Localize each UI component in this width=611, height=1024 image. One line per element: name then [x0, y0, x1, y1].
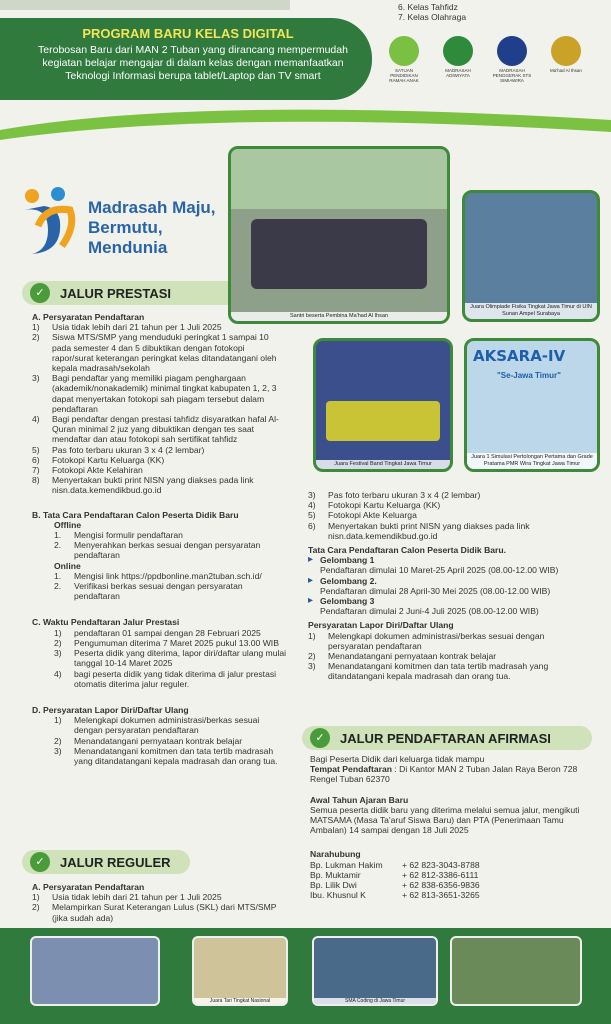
list-item: 3) Bagi pendaftar yang memiliki piagam penghargaan (akademik/nonakademik) minimal tingkat kabupaten 1, 2, 3 dapat menyertakan fotokopi sah piagam tersebut dalam pendaftaran: [32, 373, 277, 414]
subheading: Narahubung: [310, 849, 361, 860]
photo-olimpiade: [462, 190, 600, 322]
photo-caption: Santri beserta Pembina Ma'had Al Ihsan: [231, 312, 447, 321]
list-item: 1) pendaftaran 01 sampai dengan 28 Februari 2025: [54, 627, 261, 638]
afirmasi-content: [310, 754, 580, 900]
list-item: 7) Fotokopi Akte Kelahiran: [32, 465, 143, 476]
offline-steps: [32, 530, 288, 561]
program-item: 7. Kelas Olahraga: [398, 12, 467, 22]
subheading: B. Tata Cara Pendaftaran Calon Peserta Didik Baru: [32, 509, 239, 520]
schedule-list: [32, 628, 288, 689]
top-strip: [0, 0, 290, 10]
list-item: 1) Melengkapi dokumen administrasi/berkas sesuai dengan persyaratan pendaftaran: [54, 715, 260, 736]
bottom-photo: SMA Coding di Jawa Timur: [312, 936, 438, 1006]
subheading: D. Persyaratan Lapor Diri/Daftar Ulang: [32, 704, 189, 715]
list-item: 2) Menandatangani pernyataan kontrak belajar: [54, 735, 243, 746]
photo-caption: Juara Festival Band Tingkat Jawa Timur: [316, 460, 450, 469]
requirements-list: [308, 490, 583, 541]
list-item: 6) Fotokopi Kartu Keluarga (KK): [32, 454, 165, 465]
logo-icon: [497, 36, 527, 66]
list-item: 4) Fotokopi Kartu Keluarga (KK): [308, 500, 441, 511]
brand-tagline: Madrasah Maju, Bermutu, Mendunia: [88, 198, 216, 257]
reguler-continued: [308, 490, 583, 682]
arrow-icon: ▸: [308, 595, 314, 607]
awal-description: Semua peserta didik baru yang diterima melalui semua jalur, mengikuti MATSAMA (Masa Ta'aruf Siswa Baru) dan PTA (Penerimaan Tamu Ambalan) 14 sampai dengan 18 Juli 2025: [310, 804, 580, 836]
bottom-photo-strip: [0, 928, 611, 1024]
subheading: Offline: [54, 519, 82, 530]
contact-row: Bp. Muktamir + 62 812-3386-6111: [310, 869, 479, 880]
logo-adiwiyata: MADRASAH ADIWIYATA: [436, 36, 480, 88]
contact-row: Bp. Lukman Hakim + 62 823-3043-8788: [310, 859, 480, 870]
section-jalur-afirmasi: [302, 726, 592, 750]
check-icon: ✓: [30, 852, 50, 872]
requirements-list: [32, 322, 288, 495]
list-item: 2) Pengumuman diterima 7 Maret 2025 pukul 13.00 WIB: [54, 637, 279, 648]
list-item: 8) Menyertakan bukti print NISN yang diakses pada link nisn.data.kemendikbud.go.id: [32, 475, 254, 496]
list-item: 3) Pas foto terbaru ukuran 3 x 4 (2 lembar): [308, 490, 481, 500]
arrow-icon: ▸: [308, 574, 314, 586]
subheading: C. Waktu Pendaftaran Jalur Prestasi: [32, 617, 180, 628]
madrasah-emblem-icon: [18, 186, 82, 258]
contact-row: Ibu. Khusnul K + 62 813-3651-3265: [310, 890, 480, 901]
photo-caption: Juara 1 Simulasi Pertolongan Pertama dan Grade Pratama PMR Wira Tingkat Jawa Timur: [467, 453, 597, 469]
bottom-photo: [30, 936, 160, 1006]
bottom-photo: [450, 936, 582, 1006]
list-item: 3) Peserta didik yang diterima, lapor diri/daftar ulang mulai tanggal 10-14 Maret 2025: [54, 648, 287, 669]
list-item: 1) Usia tidak lebih dari 21 tahun per 1 Juli 2025: [32, 892, 222, 903]
photo-santri: [228, 146, 450, 324]
subheading: Online: [54, 560, 81, 571]
list-item: 2) Siswa MTS/SMP yang menduduki peringkat 1 sampai 10 pada semester 4 dan 5 dibuktikan dengan fotokopi rapor/surat keterangan peringkat kelas ditandatangani oleh kepala madrasah/sekolah: [32, 332, 277, 374]
reguler-content: [32, 880, 288, 923]
reregistration-list: [32, 715, 288, 766]
photo-pmr: AKSARA-IV "Se-Jawa Timur" Juara 1 Simulasi Pertolongan Pertama dan Grade Pratama PMR Wira Tingkat Jawa Timur: [464, 338, 600, 472]
list-item: 1) Usia tidak lebih dari 21 tahun per 1 Juli 2025: [32, 322, 222, 333]
logo-ramah-anak: SATUAN PENDIDIKAN RAMAH ANAK: [382, 36, 426, 88]
online-steps: [32, 571, 288, 602]
logo-icon: [551, 36, 581, 66]
list-item: 2. Menyerahkan berkas sesuai dengan persyaratan pendaftaran: [54, 540, 261, 561]
logo-icon: [389, 36, 419, 66]
contact-row: Bp. Lilik Dwi + 62 838-6356-9836: [310, 880, 480, 891]
banner-title: PROGRAM BARU KELAS DIGITAL: [82, 26, 294, 41]
list-item: 4) Bagi pendaftar dengan prestasi tahfidz disyaratkan hafal Al-Quran minimal 2 juz yang dibuktikan dengan tes saat mendaftar dan atau fotokopi sah sertifikat tahfidz: [32, 414, 279, 445]
list-item: 6) Menyertakan bukti print NISN yang diakses pada link nisn.data.kemendikbud.go.id: [308, 520, 530, 541]
bottom-photo: Juara Tari Tingkat Nasional: [192, 936, 288, 1006]
arrow-icon: ▸: [308, 554, 314, 566]
list-item: 5) Fotokopi Akte Keluarga: [308, 510, 417, 521]
program-list: [398, 2, 466, 22]
brand-logo: [18, 186, 218, 266]
wave-item: ▸ Gelombang 3 Pendaftaran dimulai 2 Juni-4 Juli 2025 (08.00-12.00 WIB): [308, 595, 539, 617]
banner-subtitle: Terobosan Baru dari MAN 2 Tuban yang dirancang mempermudah kegiatan belajar mengajar di dalam kelas dengan memanfaatkan Teknologi Informasi berupa tablet/Laptop dan TV smart: [38, 44, 348, 82]
section-title: JALUR PENDAFTARAN AFIRMASI: [340, 730, 551, 746]
tempat-pendaftaran: Tempat Pendaftaran : Di Kantor MAN 2 Tuban Jalan Raya Beron 728 Rengel Tuban 62370: [310, 764, 578, 785]
list-item: 1) Melengkapi dokumen administrasi/berkas sesuai dengan persyaratan pendaftaran: [308, 630, 545, 651]
wave-item: ▸ Gelombang 2. Pendaftaran dimulai 28 April-30 Mei 2025 (08.00-12.00 WIB): [308, 574, 551, 596]
subheading: A. Persyaratan Pendaftaran: [32, 312, 145, 322]
afirmasi-description: Bagi Peserta Didik dari keluarga tidak mampu: [310, 754, 485, 764]
section-jalur-prestasi: [22, 281, 252, 305]
list-item: 5) Pas foto terbaru ukuran 3 x 4 (2 lembar): [32, 444, 205, 455]
prestasi-content: [32, 310, 288, 766]
check-icon: ✓: [30, 283, 50, 303]
program-item: 6. Kelas Tahfidz: [398, 2, 458, 12]
subheading: A. Persyaratan Pendaftaran: [32, 882, 145, 892]
check-icon: ✓: [310, 728, 330, 748]
list-item: 4) bagi peserta didik yang tidak diterima di jalur prestasi otomatis diterima jalur reguler.: [54, 668, 277, 689]
subheading: Persyaratan Lapor Diri/Daftar Ulang: [308, 620, 454, 631]
list-item: 1. Mengisi formulir pendaftaran: [54, 530, 183, 541]
subheading: Tata Cara Pendaftaran Calon Peserta Didik Baru.: [308, 545, 507, 556]
requirements-list: [32, 892, 288, 923]
photo-festival-band: [313, 338, 453, 472]
list-item: 1. Mengisi link https://ppdbonline.man2tuban.sch.id/: [54, 570, 262, 581]
section-title: JALUR REGULER: [60, 854, 171, 870]
list-item: 2) Melampirkan Surat Keterangan Lulus (SKL) dari MTS/SMP (jika sudah ada): [32, 902, 277, 923]
section-title: JALUR PRESTASI: [60, 285, 171, 301]
list-item: 2) Menandatangani pernyataan kontrak belajar: [308, 651, 497, 662]
subheading: Awal Tahun Ajaran Baru: [310, 794, 409, 805]
list-item: 2. Verifikasi berkas sesuai dengan persyaratan pendaftaran: [54, 581, 243, 602]
logo-icon: [443, 36, 473, 66]
contact-list: [310, 860, 580, 901]
digital-class-banner: [0, 18, 372, 100]
list-item: 3) Menandatangani komitmen dan tata tertib madrasah yang ditandatangani kepala madrasah dan orang tua.: [54, 745, 278, 766]
wave-list: [308, 555, 583, 616]
logo-mahad: Ma'had Al Ihsan: [544, 36, 588, 88]
section-jalur-reguler: [22, 850, 190, 874]
reregistration-list: [308, 631, 583, 682]
wave-item: ▸ Gelombang 1 Pendaftaran dimulai 10 Maret-25 April 2025 (08.00-12.00 WIB): [308, 554, 559, 576]
logo-penggerak: MADRASAH PENGGERAK STS SIMIAWIRA: [490, 36, 534, 88]
partner-logos: [372, 36, 594, 88]
list-item: 3) Menandatangani komitmen dan tata tertib madrasah yang ditandatangani kepala madrasah dan orang tua.: [308, 661, 549, 682]
photo-caption: Juara Olimpiade Fisika Tingkat Jawa Timur di UIN Sunan Ampel Surabaya: [465, 303, 597, 319]
